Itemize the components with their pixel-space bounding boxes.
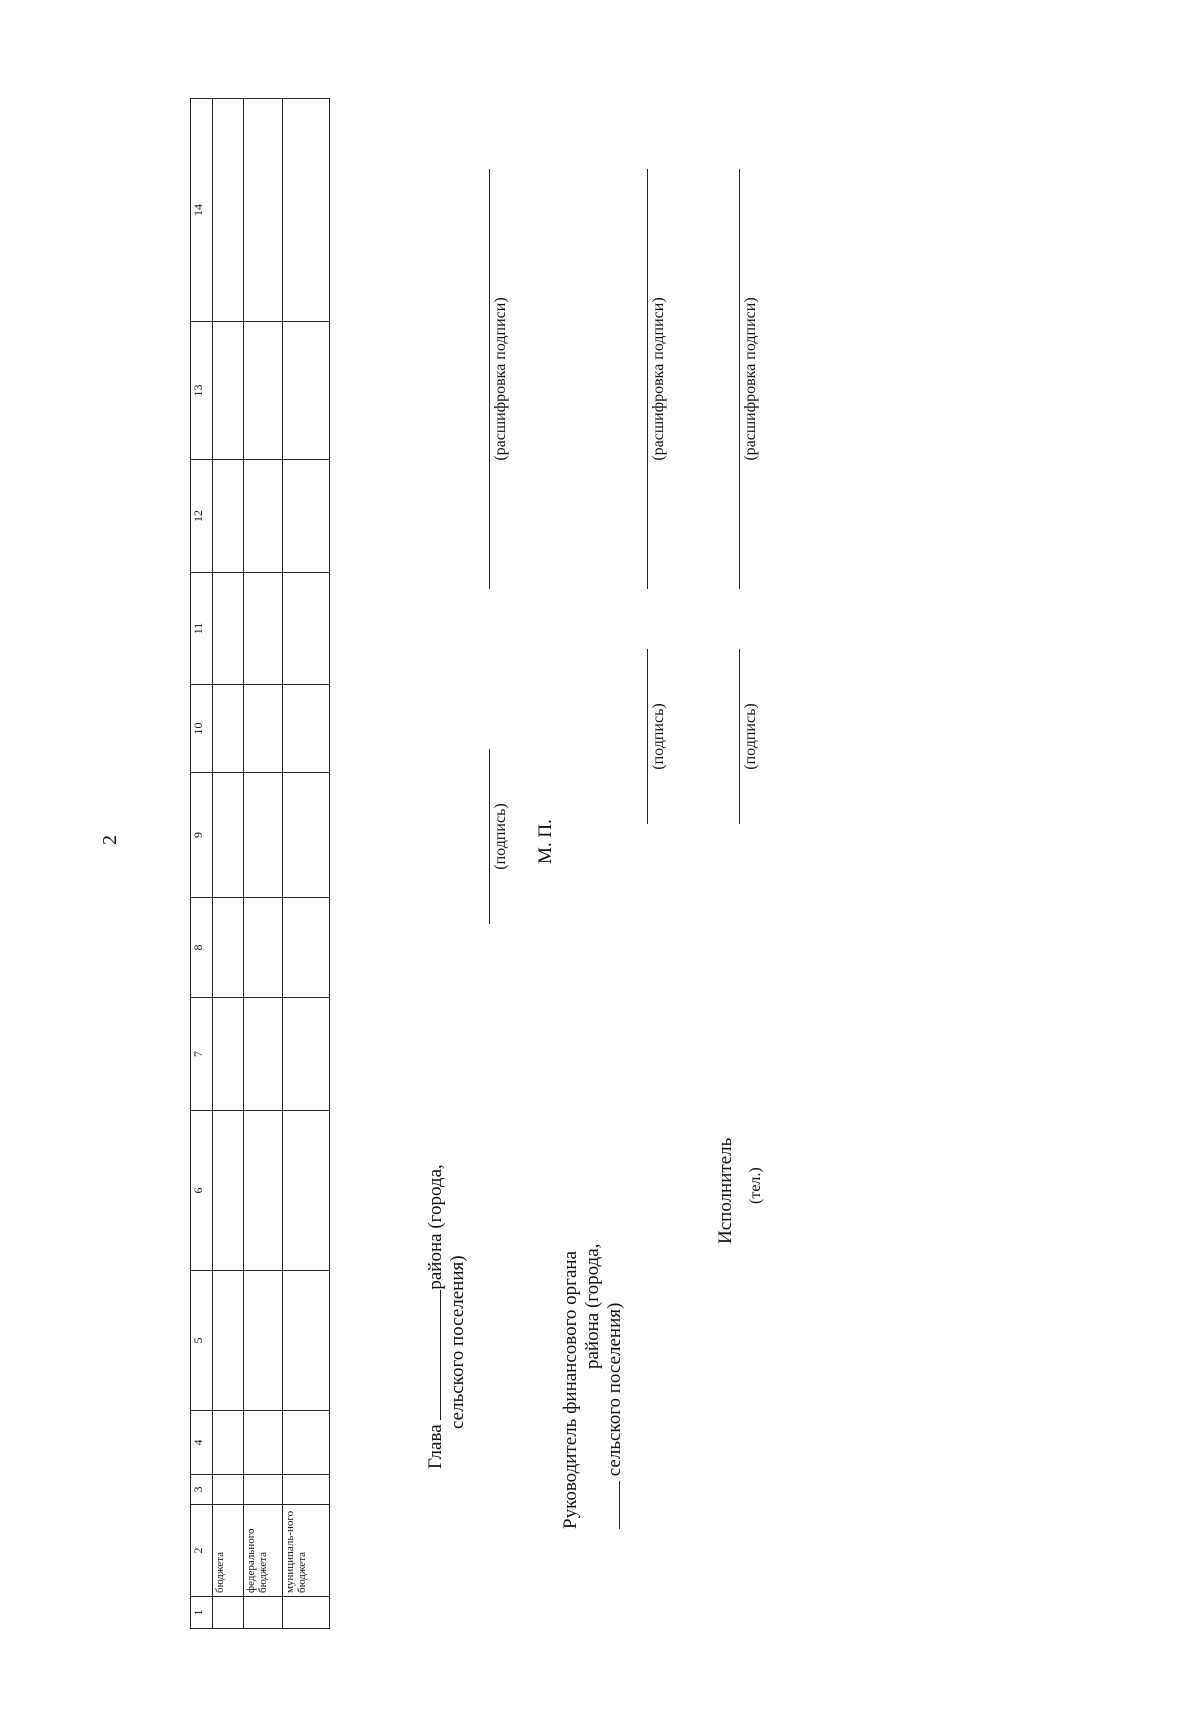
header-cell: 2 [191, 1505, 213, 1597]
table-cell [244, 773, 283, 898]
table-cell [244, 1475, 283, 1505]
data-table [190, 98, 330, 1629]
stamp-label: М. П. [535, 819, 556, 864]
table-cell [244, 99, 283, 322]
table-cell [244, 322, 283, 460]
head-name-blank [426, 1290, 441, 1420]
table-cell [213, 99, 244, 322]
table-cell [213, 573, 244, 685]
executor-decoding-caption: (расшифровка подписи) [742, 297, 759, 461]
finance-line1: Руководитель финансового органа [560, 1250, 581, 1529]
finance-decoding-line [647, 169, 648, 589]
table-cell [283, 773, 330, 898]
executor-phone: (тел.) [747, 1167, 764, 1204]
table-cell [244, 1271, 283, 1411]
table-cell [213, 773, 244, 898]
header-cell: 3 [191, 1475, 213, 1505]
finance-signature-line [647, 649, 648, 824]
finance-name-blank [605, 1481, 620, 1529]
header-cell: 9 [191, 773, 213, 898]
table-row [244, 99, 283, 1629]
header-cell: 11 [191, 573, 213, 685]
table-cell [244, 1111, 283, 1271]
table-cell [244, 1597, 283, 1629]
head-decoding-line [489, 169, 490, 589]
finance-line2: района (города, [582, 1243, 603, 1369]
table-cell [283, 99, 330, 322]
finance-signature-label [560, 1244, 626, 1529]
executor-label: Исполнитель [715, 1137, 736, 1244]
table-cell [244, 998, 283, 1111]
table-cell [244, 460, 283, 573]
header-cell: 4 [191, 1411, 213, 1475]
data-table-wrap [190, 99, 330, 1629]
header-cell: 10 [191, 685, 213, 773]
table-cell [283, 1271, 330, 1411]
table-row [213, 99, 244, 1629]
table-cell [244, 1411, 283, 1475]
table-cell [283, 573, 330, 685]
table-cell [213, 685, 244, 773]
header-cell: 6 [191, 1111, 213, 1271]
header-cell: 12 [191, 460, 213, 573]
head-signature-line [489, 749, 490, 924]
table-cell [244, 898, 283, 998]
finance-signature-caption: (подпись) [650, 703, 667, 770]
header-cell: 1 [191, 1597, 213, 1629]
table-cell [283, 998, 330, 1111]
head-line2: сельского поселения) [447, 1255, 468, 1429]
finance-line3: сельского поселения) [604, 1302, 625, 1477]
page-number: 2 [99, 835, 121, 845]
table-row [283, 99, 330, 1629]
executor-signature-label [715, 1138, 767, 1244]
executor-signature-line [739, 649, 740, 824]
table-cell [213, 460, 244, 573]
table-cell [283, 898, 330, 998]
table-cell [244, 685, 283, 773]
table-cell [283, 1597, 330, 1629]
header-cell: 5 [191, 1271, 213, 1411]
header-cell: 7 [191, 998, 213, 1111]
table-cell [213, 1111, 244, 1271]
table-cell [213, 1411, 244, 1475]
table-cell [283, 685, 330, 773]
table-cell [213, 898, 244, 998]
table-header-row [191, 99, 213, 1629]
header-cell: 8 [191, 898, 213, 998]
table-cell [283, 460, 330, 573]
header-cell: 13 [191, 322, 213, 460]
table-cell [283, 1111, 330, 1271]
finance-decoding-caption: (расшифровка подписи) [650, 297, 667, 461]
table-cell [213, 322, 244, 460]
table-cell: муниципаль-ного бюджета [283, 1505, 330, 1597]
executor-signature-caption: (подпись) [742, 703, 759, 770]
table-cell [283, 1411, 330, 1475]
table-cell [283, 322, 330, 460]
head-decoding-caption: (расшифровка подписи) [492, 297, 509, 461]
table-cell [283, 1475, 330, 1505]
header-cell: 14 [191, 99, 213, 322]
head-signature-label [425, 1164, 469, 1469]
table-cell [213, 1271, 244, 1411]
head-prefix: Глава [425, 1424, 446, 1469]
table-cell: бюджета [213, 1505, 244, 1597]
executor-decoding-line [739, 169, 740, 589]
document-body [0, 169, 1150, 1709]
table-cell [213, 998, 244, 1111]
table-cell [213, 1597, 244, 1629]
head-signature-caption: (подпись) [492, 803, 509, 870]
table-cell: федерального бюджета [244, 1505, 283, 1597]
table-cell [213, 1475, 244, 1505]
head-suffix: района (города, [425, 1164, 446, 1290]
table-cell [244, 573, 283, 685]
